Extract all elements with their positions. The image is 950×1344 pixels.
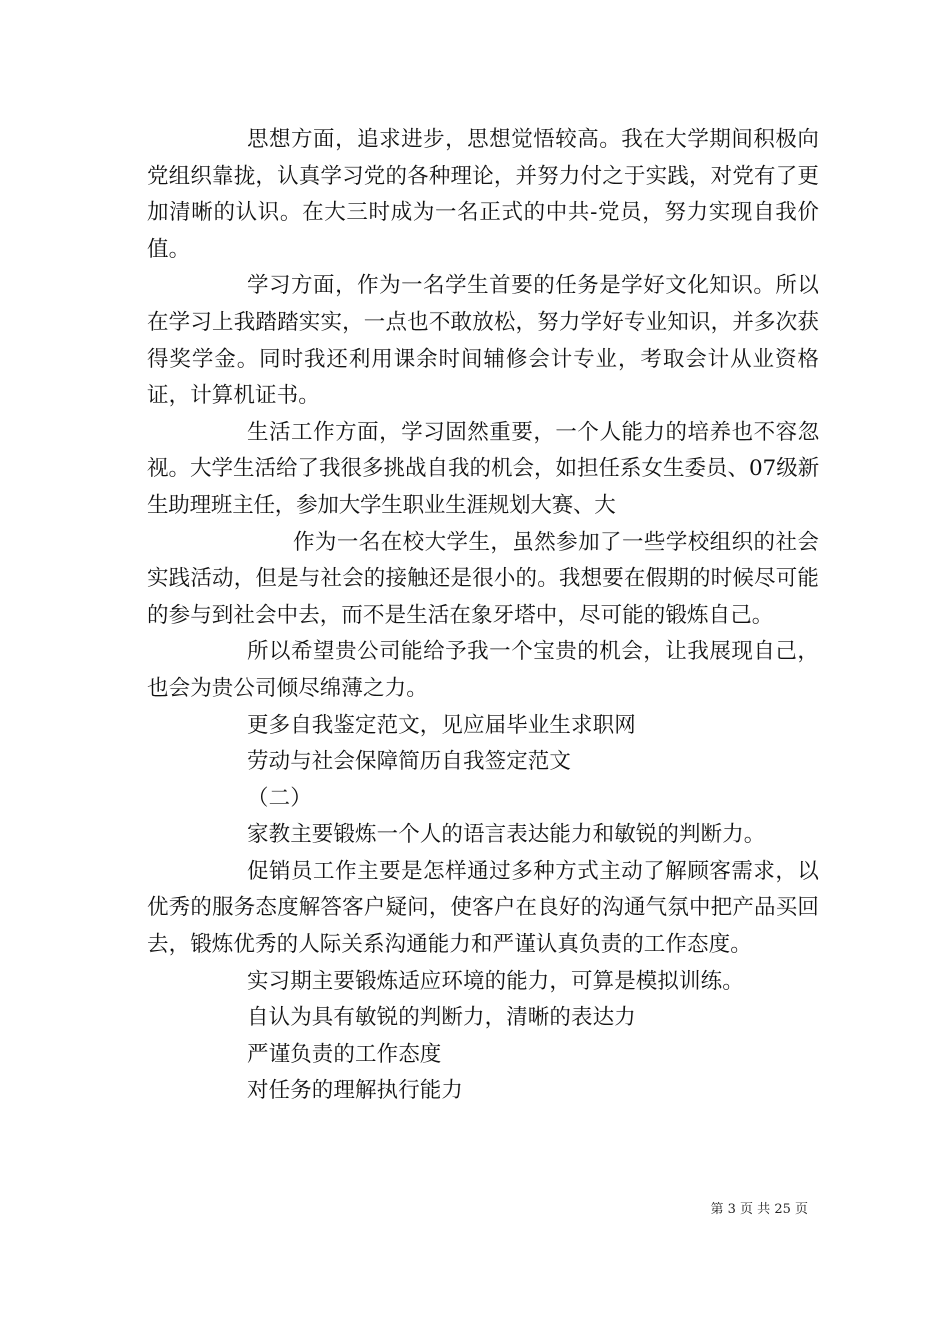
paragraph-promoter: 促销员工作主要是怎样通过多种方式主动了解顾客需求，以优秀的服务态度解答客户疑问，使客户在良好的沟通气氛中把产品买回去，锻炼优秀的人际关系沟通能力和严谨认真负责的工作态度。 (147, 858, 819, 958)
document-body (147, 122, 819, 1110)
paragraph-hope: 所以希望贵公司能给予我一个宝贵的机会，让我展现自己，也会为贵公司倾尽绵薄之力。 (147, 639, 819, 701)
paragraph-part-two: （二） (247, 785, 312, 811)
paragraph-self-attitude: 严谨负责的工作态度 (247, 1041, 442, 1067)
paragraph-self-execution: 对任务的理解执行能力 (247, 1078, 464, 1104)
page-number-footer: 第 3 页 共 25 页 (710, 1202, 808, 1217)
paragraph-tutor: 家教主要锻炼一个人的语言表达能力和敏锐的判断力。 (247, 822, 766, 848)
paragraph-thought: 思想方面，追求进步，思想觉悟较高。我在大学期间积极向党组织靠拢，认真学习党的各种理论，并努力付之于实践，对党有了更加清晰的认识。在大三时成为一名正式的中共-党员，努力实现自我价值。 (147, 127, 819, 262)
paragraph-intern: 实习期主要锻炼适应环境的能力，可算是模拟训练。 (247, 968, 744, 994)
paragraph-study: 学习方面，作为一名学生首要的任务是学好文化知识。所以在学习上我踏踏实实，一点也不敢放松，努力学好专业知识，并多次获得奖学金。同时我还利用课余时间辅修会计专业，考取会计从业资格证，计算机证书。 (147, 273, 819, 409)
paragraph-life: 生活工作方面，学习固然重要，一个人能力的培养也不容忽视。大学生活给了我很多挑战自我的机会，如担任系女生委员、07级新生助理班主任，参加大学生职业生涯规划大赛、大 (147, 419, 819, 518)
paragraph-labor-title: 劳动与社会保障简历自我签定范文 (247, 749, 572, 775)
paragraph-social: 作为一名在校大学生，虽然参加了一些学校组织的社会实践活动，但是与社会的接触还是很小的。我想要在假期的时候尽可能的参与到社会中去，而不是生活在象牙塔中，尽可能的锻炼自己。 (147, 529, 819, 628)
paragraph-more-link: 更多自我鉴定范文，见应届毕业生求职网 (247, 712, 636, 738)
paragraph-self-judgment: 自认为具有敏锐的判断力，清晰的表达力 (247, 1005, 636, 1031)
